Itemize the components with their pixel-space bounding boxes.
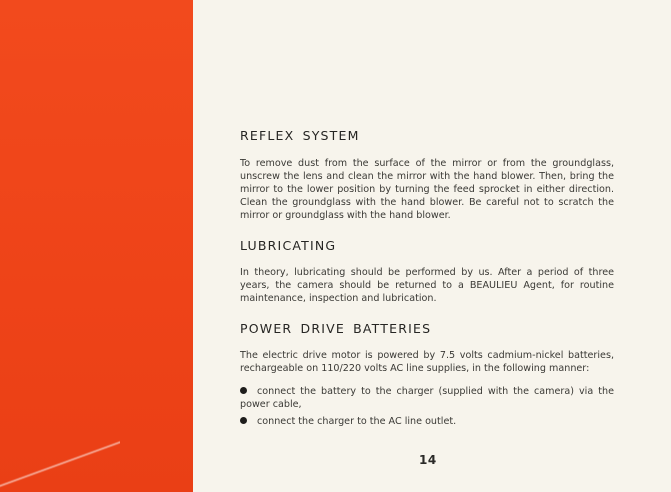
- bullet-list: [240, 385, 614, 428]
- section-body: To remove dust from the surface of the mirror or from the groundglass, unscrew the lens and clean the mirror with the hand blower. Then, bring the mirror to the lower position by turning the feed sprocket in either direction. Clean the groundglass with the hand blower. Be careful not to scratch the mirror or groundglass with the hand blower.: [240, 158, 614, 221]
- red-cover-panel: [0, 0, 193, 492]
- bullet-dot-icon: [240, 417, 247, 424]
- section-heading: LUBRICATING: [240, 238, 337, 253]
- section-lubricating: [240, 238, 614, 305]
- list-item: [240, 415, 614, 428]
- section-power-drive-batteries: [240, 321, 614, 428]
- list-item-text: connect the charger to the AC line outlet.: [257, 416, 457, 427]
- section-heading: REFLEX SYSTEM: [240, 128, 360, 143]
- section-body: In theory, lubricating should be performed by us. After a period of three years, the camera should be returned to a BEAULIEU Agent, for routine maintenance, inspection and lubrication.: [240, 267, 614, 304]
- paper-crease: [0, 440, 120, 492]
- page-number: 14: [419, 453, 437, 467]
- list-item: [240, 385, 614, 411]
- list-item-text: connect the battery to the charger (supplied with the camera) via the power cable,: [240, 386, 614, 410]
- section-body: The electric drive motor is powered by 7.5 volts cadmium-nickel batteries, rechargeable on 110/220 volts AC line supplies, in the following manner:: [240, 350, 614, 374]
- section-heading: POWER DRIVE BATTERIES: [240, 321, 432, 336]
- section-reflex-system: [240, 128, 614, 222]
- bullet-dot-icon: [240, 387, 247, 394]
